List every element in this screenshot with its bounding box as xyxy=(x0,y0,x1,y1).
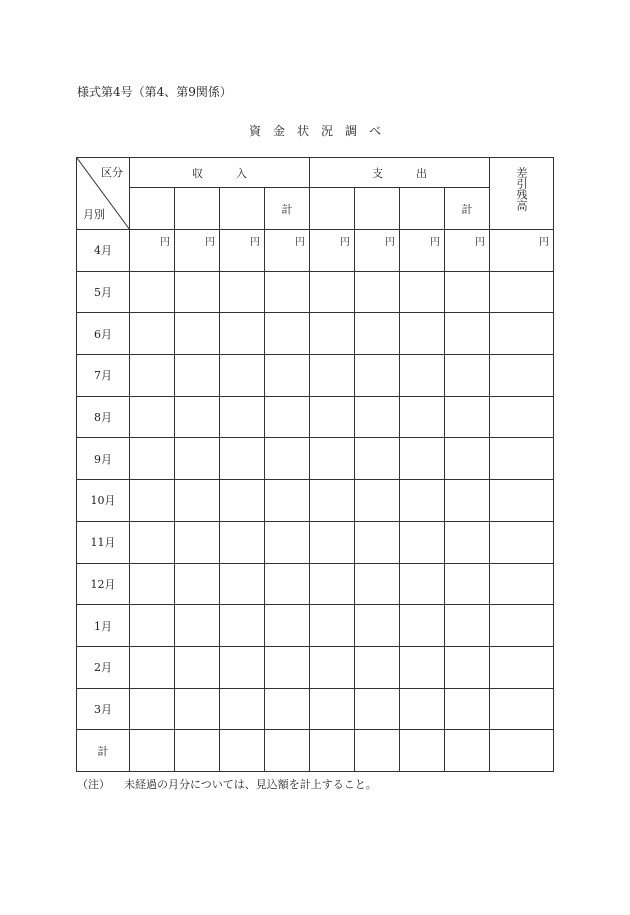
expense-cell xyxy=(355,646,400,688)
income-cell xyxy=(175,438,220,480)
income-subtotal-header: 計 xyxy=(265,188,310,230)
income-cell xyxy=(175,605,220,647)
expense-cell xyxy=(445,396,490,438)
document-title xyxy=(0,122,630,139)
expense-cell xyxy=(355,563,400,605)
balance-cell xyxy=(490,730,554,772)
expense-cell xyxy=(445,563,490,605)
income-cell xyxy=(265,521,310,563)
expense-cell xyxy=(400,230,445,272)
income-cell xyxy=(220,688,265,730)
subheader-row xyxy=(77,188,554,230)
expense-label: 支 出 xyxy=(372,166,427,180)
expense-cell xyxy=(400,521,445,563)
expense-cell xyxy=(310,480,355,522)
balance-label: 差引残高 xyxy=(515,167,528,211)
expense-cell xyxy=(400,355,445,397)
funds-status-table xyxy=(76,157,554,772)
expense-cell xyxy=(445,271,490,313)
expense-cell xyxy=(355,230,400,272)
table-body xyxy=(77,230,554,772)
expense-cell xyxy=(310,271,355,313)
income-cell xyxy=(220,480,265,522)
expense-subtotal-header: 計 xyxy=(445,188,490,230)
expense-cell xyxy=(310,355,355,397)
income-item-header xyxy=(175,188,220,230)
income-cell xyxy=(130,313,175,355)
income-cell xyxy=(130,438,175,480)
income-cell xyxy=(220,646,265,688)
income-cell xyxy=(220,563,265,605)
expense-cell xyxy=(310,730,355,772)
income-cell xyxy=(130,355,175,397)
footnote xyxy=(77,776,377,792)
balance-cell xyxy=(490,355,554,397)
expense-cell xyxy=(310,563,355,605)
balance-header xyxy=(490,158,554,230)
expense-cell xyxy=(355,271,400,313)
income-cell xyxy=(175,688,220,730)
row-label: 1月 xyxy=(77,605,130,647)
row-label: 4月 xyxy=(77,230,130,272)
expense-cell xyxy=(355,480,400,522)
table-row xyxy=(77,396,554,438)
expense-cell xyxy=(445,355,490,397)
expense-cell xyxy=(310,646,355,688)
expense-cell xyxy=(400,688,445,730)
table-row xyxy=(77,480,554,522)
balance-cell xyxy=(490,271,554,313)
income-cell xyxy=(130,646,175,688)
income-cell xyxy=(220,271,265,313)
income-cell xyxy=(265,396,310,438)
expense-cell xyxy=(355,313,400,355)
table-row xyxy=(77,438,554,480)
unit-yen-label: 円 xyxy=(205,237,215,248)
expense-cell xyxy=(310,605,355,647)
income-cell xyxy=(175,355,220,397)
corner-label-category: 区分 xyxy=(101,166,123,179)
balance-cell xyxy=(490,646,554,688)
expense-cell xyxy=(355,730,400,772)
income-cell xyxy=(265,313,310,355)
balance-cell xyxy=(490,563,554,605)
income-cell xyxy=(265,688,310,730)
income-cell xyxy=(130,230,175,272)
income-cell xyxy=(175,521,220,563)
expense-cell xyxy=(445,646,490,688)
footnote-mark: （注） xyxy=(77,778,110,791)
expense-group-header xyxy=(310,158,490,188)
form-number: 様式第4号（第4、第9関係） xyxy=(77,85,232,99)
income-cell xyxy=(265,230,310,272)
unit-yen-label: 円 xyxy=(430,237,440,248)
expense-cell xyxy=(400,480,445,522)
income-item-header xyxy=(220,188,265,230)
balance-cell xyxy=(490,396,554,438)
expense-cell xyxy=(355,355,400,397)
row-label: 7月 xyxy=(77,355,130,397)
header-corner-cell xyxy=(77,158,130,230)
income-group-header xyxy=(130,158,310,188)
expense-cell xyxy=(400,646,445,688)
row-label: 3月 xyxy=(77,688,130,730)
balance-cell xyxy=(490,438,554,480)
income-cell xyxy=(220,355,265,397)
row-label: 5月 xyxy=(77,271,130,313)
unit-yen-label: 円 xyxy=(160,237,170,248)
row-label: 12月 xyxy=(77,563,130,605)
unit-yen-label: 円 xyxy=(340,237,350,248)
income-cell xyxy=(175,480,220,522)
income-cell xyxy=(220,396,265,438)
income-item-header xyxy=(130,188,175,230)
expense-cell xyxy=(310,313,355,355)
table-row xyxy=(77,230,554,272)
balance-cell xyxy=(490,605,554,647)
table-row xyxy=(77,313,554,355)
expense-cell xyxy=(400,563,445,605)
expense-item-header xyxy=(400,188,445,230)
balance-cell xyxy=(490,688,554,730)
table-row xyxy=(77,355,554,397)
income-cell xyxy=(265,480,310,522)
balance-cell xyxy=(490,313,554,355)
income-cell xyxy=(130,271,175,313)
income-cell xyxy=(130,480,175,522)
expense-cell xyxy=(310,688,355,730)
income-cell xyxy=(220,605,265,647)
income-cell xyxy=(175,646,220,688)
expense-cell xyxy=(400,396,445,438)
income-cell xyxy=(265,563,310,605)
expense-cell xyxy=(400,730,445,772)
income-cell xyxy=(265,271,310,313)
expense-cell xyxy=(310,396,355,438)
row-label: 10月 xyxy=(77,480,130,522)
income-cell xyxy=(265,438,310,480)
expense-cell xyxy=(355,396,400,438)
expense-cell xyxy=(400,438,445,480)
balance-cell xyxy=(490,480,554,522)
income-cell xyxy=(175,730,220,772)
income-cell xyxy=(265,605,310,647)
expense-cell xyxy=(400,271,445,313)
income-cell xyxy=(130,605,175,647)
income-cell xyxy=(130,563,175,605)
expense-item-header xyxy=(355,188,400,230)
unit-yen-label: 円 xyxy=(385,237,395,248)
expense-cell xyxy=(445,521,490,563)
income-cell xyxy=(220,313,265,355)
income-cell xyxy=(130,521,175,563)
expense-cell xyxy=(445,438,490,480)
row-label: 8月 xyxy=(77,396,130,438)
table-row xyxy=(77,563,554,605)
row-label: 2月 xyxy=(77,646,130,688)
income-cell xyxy=(130,396,175,438)
expense-cell xyxy=(445,313,490,355)
income-cell xyxy=(175,271,220,313)
unit-yen-label: 円 xyxy=(250,237,260,248)
corner-label-month: 月別 xyxy=(83,208,105,221)
income-cell xyxy=(220,230,265,272)
expense-cell xyxy=(355,521,400,563)
row-label: 6月 xyxy=(77,313,130,355)
unit-yen-label: 円 xyxy=(539,237,549,248)
income-cell xyxy=(220,438,265,480)
table-row xyxy=(77,646,554,688)
income-cell xyxy=(175,563,220,605)
income-cell xyxy=(220,521,265,563)
income-cell xyxy=(265,355,310,397)
table-row xyxy=(77,688,554,730)
expense-item-header xyxy=(310,188,355,230)
table-row xyxy=(77,605,554,647)
balance-cell xyxy=(490,230,554,272)
expense-cell xyxy=(355,438,400,480)
table-row xyxy=(77,271,554,313)
unit-yen-label: 円 xyxy=(295,237,305,248)
footnote-text: 未経過の月分については、見込額を計上すること。 xyxy=(124,778,377,791)
expense-cell xyxy=(400,605,445,647)
income-cell xyxy=(265,646,310,688)
balance-cell xyxy=(490,521,554,563)
unit-yen-label: 円 xyxy=(475,237,485,248)
expense-cell xyxy=(445,230,490,272)
income-label: 収 入 xyxy=(192,166,247,180)
expense-cell xyxy=(445,730,490,772)
expense-cell xyxy=(355,688,400,730)
document-title-text: 資 金 状 況 調 べ xyxy=(248,124,381,138)
expense-cell xyxy=(355,605,400,647)
table-row xyxy=(77,521,554,563)
income-cell xyxy=(220,730,265,772)
row-label: 9月 xyxy=(77,438,130,480)
expense-cell xyxy=(445,480,490,522)
income-cell xyxy=(130,688,175,730)
income-cell xyxy=(175,396,220,438)
expense-cell xyxy=(400,313,445,355)
expense-cell xyxy=(310,438,355,480)
expense-cell xyxy=(445,688,490,730)
row-label: 計 xyxy=(77,730,130,772)
expense-cell xyxy=(310,230,355,272)
income-cell xyxy=(175,313,220,355)
expense-cell xyxy=(310,521,355,563)
income-cell xyxy=(265,730,310,772)
income-cell xyxy=(130,730,175,772)
table-row xyxy=(77,730,554,772)
expense-cell xyxy=(445,605,490,647)
income-cell xyxy=(175,230,220,272)
row-label: 11月 xyxy=(77,521,130,563)
